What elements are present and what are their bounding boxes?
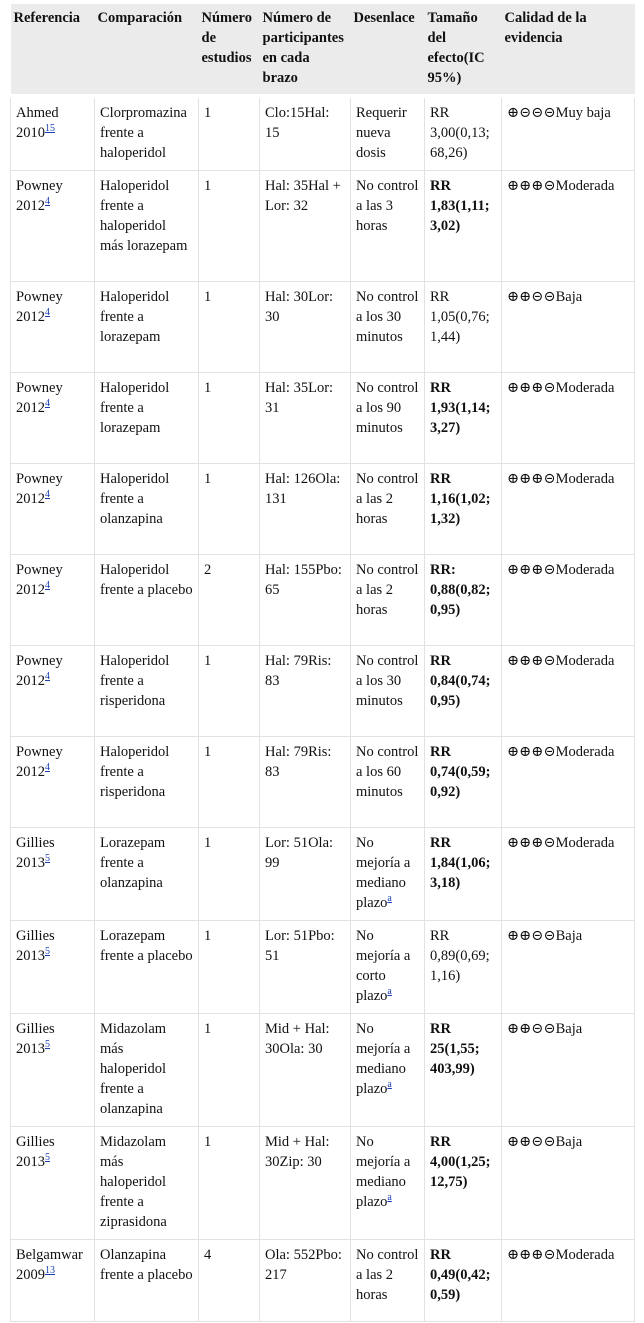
reference-sup [45, 671, 50, 682]
cell-referencia [11, 828, 95, 921]
cell-comparacion [95, 464, 199, 555]
cell-tamano-efecto-text: RR 0,89(0,69; 1,16) [430, 928, 490, 984]
cell-participantes [260, 646, 351, 737]
cell-participantes-text: Lor: 51Pbo: 51 [265, 928, 335, 964]
reference-link[interactable]: 15 [45, 123, 55, 135]
cell-calidad-text: ⊕⊕⊝⊝Baja [507, 928, 583, 944]
cell-desenlace-text: No mejoría a corto plazo [356, 928, 411, 1004]
cell-tamano-efecto [425, 1240, 502, 1322]
header-referencia: Referencia [11, 4, 95, 96]
cell-comparacion [95, 373, 199, 464]
cell-numero-estudios [199, 555, 260, 646]
reference-sup [45, 853, 50, 864]
table-row [11, 828, 635, 921]
cell-comparacion [95, 171, 199, 282]
cell-participantes [260, 1127, 351, 1240]
cell-participantes [260, 921, 351, 1014]
cell-tamano-efecto-text: RR 25(1,55; 403,99) [430, 1021, 480, 1077]
cell-calidad [502, 464, 635, 555]
cell-tamano-efecto [425, 464, 502, 555]
cell-referencia [11, 646, 95, 737]
cell-numero-estudios [199, 737, 260, 828]
cell-numero-estudios-text: 1 [204, 289, 212, 305]
reference-link[interactable]: 13 [45, 1265, 55, 1277]
header-tamano-efecto: Tamaño del efecto(IC 95%) [425, 4, 502, 96]
cell-desenlace [351, 1240, 425, 1322]
cell-calidad [502, 1014, 635, 1127]
reference-link[interactable]: 4 [45, 489, 50, 501]
table-row [11, 464, 635, 555]
cell-calidad-text: ⊕⊕⊕⊝Moderada [507, 1247, 615, 1263]
cell-calidad [502, 921, 635, 1014]
cell-comparacion-text: Haloperidol frente a risperidona [100, 653, 170, 709]
cell-referencia [11, 171, 95, 282]
cell-referencia-text: Gillies 2013 [16, 1021, 55, 1057]
table-row [11, 646, 635, 737]
evidence-table [10, 4, 635, 1322]
cell-comparacion-text: Clorpromazina frente a haloperidol [100, 105, 187, 161]
cell-desenlace-text: Requerir nueva dosis [356, 105, 407, 161]
cell-comparacion [95, 921, 199, 1014]
reference-sup [45, 398, 50, 409]
cell-comparacion-text: Haloperidol frente a haloperidol más lorazepam [100, 178, 188, 254]
table-row [11, 1014, 635, 1127]
cell-desenlace [351, 171, 425, 282]
header-calidad: Calidad de la evidencia [502, 4, 635, 96]
cell-numero-estudios-text: 1 [204, 835, 212, 851]
cell-referencia [11, 737, 95, 828]
cell-calidad-text: ⊕⊕⊕⊝Moderada [507, 653, 615, 669]
reference-sup [45, 1152, 50, 1163]
table-row [11, 373, 635, 464]
cell-tamano-efecto-text: RR 0,84(0,74; 0,95) [430, 653, 491, 709]
cell-desenlace-text: No control a los 90 minutos [356, 380, 419, 436]
cell-numero-estudios-text: 1 [204, 380, 212, 396]
cell-participantes-text: Hal: 30Lor: 30 [265, 289, 334, 325]
cell-comparacion [95, 282, 199, 373]
cell-referencia-text: Belgamwar 2009 [16, 1247, 83, 1283]
cell-numero-estudios [199, 1240, 260, 1322]
header-comparacion: Comparación [95, 4, 199, 96]
cell-desenlace [351, 646, 425, 737]
reference-sup [45, 580, 50, 591]
cell-comparacion-text: Haloperidol frente a risperidona [100, 744, 170, 800]
cell-participantes [260, 737, 351, 828]
cell-referencia [11, 373, 95, 464]
cell-calidad [502, 555, 635, 646]
cell-tamano-efecto [425, 1127, 502, 1240]
cell-numero-estudios [199, 464, 260, 555]
reference-sup [45, 946, 50, 957]
cell-calidad-text: ⊕⊕⊕⊝Moderada [507, 178, 615, 194]
reference-sup [387, 986, 391, 997]
cell-desenlace-text: No mejoría a mediano plazo [356, 1021, 411, 1097]
cell-desenlace [351, 828, 425, 921]
cell-tamano-efecto [425, 828, 502, 921]
cell-tamano-efecto-text: RR 1,93(1,14; 3,27) [430, 380, 491, 436]
cell-comparacion [95, 555, 199, 646]
cell-tamano-efecto [425, 96, 502, 171]
cell-numero-estudios-text: 2 [204, 562, 212, 578]
cell-participantes [260, 1014, 351, 1127]
cell-desenlace-text: No control a las 3 horas [356, 178, 419, 234]
cell-desenlace [351, 921, 425, 1014]
reference-link[interactable]: a [387, 893, 392, 905]
reference-link[interactable]: 5 [45, 946, 50, 958]
cell-participantes-text: Mid + Hal: 30Ola: 30 [265, 1021, 330, 1057]
cell-participantes-text: Ola: 552Pbo: 217 [265, 1247, 342, 1283]
reference-sup [45, 196, 50, 207]
reference-link[interactable]: a [387, 1079, 392, 1091]
cell-participantes-text: Clo:15Hal: 15 [265, 105, 330, 141]
cell-calidad [502, 282, 635, 373]
cell-desenlace [351, 1127, 425, 1240]
cell-referencia-text: Powney 2012 [16, 289, 63, 325]
cell-desenlace [351, 555, 425, 646]
cell-comparacion-text: Lorazepam frente a placebo [100, 928, 193, 964]
cell-referencia-text: Ahmed 2010 [16, 105, 59, 141]
cell-calidad [502, 96, 635, 171]
cell-comparacion-text: Midazolam más haloperidol frente a olanzapina [100, 1021, 167, 1117]
cell-numero-estudios [199, 282, 260, 373]
cell-calidad [502, 828, 635, 921]
cell-comparacion [95, 1240, 199, 1322]
cell-desenlace [351, 464, 425, 555]
cell-referencia [11, 464, 95, 555]
cell-numero-estudios [199, 828, 260, 921]
cell-tamano-efecto [425, 373, 502, 464]
cell-participantes-text: Hal: 79Ris: 83 [265, 653, 332, 689]
cell-calidad [502, 646, 635, 737]
cell-referencia-text: Gillies 2013 [16, 1134, 55, 1170]
cell-numero-estudios [199, 373, 260, 464]
cell-referencia [11, 282, 95, 373]
cell-participantes [260, 282, 351, 373]
cell-comparacion [95, 737, 199, 828]
cell-participantes [260, 373, 351, 464]
cell-comparacion-text: Olanzapina frente a placebo [100, 1247, 193, 1283]
cell-referencia-text: Powney 2012 [16, 744, 63, 780]
cell-tamano-efecto [425, 171, 502, 282]
cell-numero-estudios [199, 1014, 260, 1127]
cell-numero-estudios-text: 1 [204, 1021, 212, 1037]
cell-tamano-efecto [425, 921, 502, 1014]
cell-numero-estudios-text: 4 [204, 1247, 212, 1263]
cell-referencia [11, 555, 95, 646]
cell-calidad-text: ⊕⊕⊕⊝Moderada [507, 562, 615, 578]
cell-calidad-text: ⊕⊕⊕⊝Moderada [507, 744, 615, 760]
cell-referencia-text: Powney 2012 [16, 562, 63, 598]
cell-referencia-text: Powney 2012 [16, 380, 63, 416]
cell-calidad-text: ⊕⊕⊝⊝Baja [507, 1134, 583, 1150]
table-row [11, 1240, 635, 1322]
cell-tamano-efecto [425, 737, 502, 828]
reference-link[interactable]: 5 [45, 1039, 50, 1051]
cell-referencia [11, 1127, 95, 1240]
cell-tamano-efecto [425, 282, 502, 373]
cell-tamano-efecto-text: RR 0,49(0,42; 0,59) [430, 1247, 491, 1303]
reference-link[interactable]: 4 [45, 580, 50, 592]
cell-desenlace-text: No control a los 30 minutos [356, 653, 419, 709]
reference-link[interactable]: a [387, 1192, 392, 1204]
cell-numero-estudios-text: 1 [204, 105, 212, 121]
cell-participantes-text: Hal: 79Ris: 83 [265, 744, 332, 780]
reference-sup [387, 1192, 391, 1203]
cell-comparacion-text: Haloperidol frente a lorazepam [100, 380, 170, 436]
cell-desenlace-text: No mejoría a mediano plazo [356, 835, 411, 911]
cell-referencia [11, 1240, 95, 1322]
header-numero-estudios: Número de estudios [199, 4, 260, 96]
reference-sup [387, 1079, 391, 1090]
cell-numero-estudios-text: 1 [204, 653, 212, 669]
cell-participantes-text: Hal: 126Ola: 131 [265, 471, 341, 507]
reference-sup [45, 1265, 55, 1276]
reference-link[interactable]: 5 [45, 853, 50, 865]
header-desenlace: Desenlace [351, 4, 425, 96]
cell-participantes-text: Hal: 35Hal + Lor: 32 [265, 178, 341, 214]
reference-link[interactable]: 4 [45, 671, 50, 683]
table-row [11, 737, 635, 828]
cell-desenlace [351, 96, 425, 171]
cell-tamano-efecto-text: RR 1,83(1,11; 3,02) [430, 178, 490, 234]
cell-comparacion-text: Haloperidol frente a lorazepam [100, 289, 170, 345]
cell-tamano-efecto [425, 646, 502, 737]
reference-link[interactable]: 4 [45, 307, 50, 319]
cell-participantes-text: Hal: 155Pbo: 65 [265, 562, 342, 598]
cell-tamano-efecto-text: RR 1,16(1,02; 1,32) [430, 471, 491, 527]
cell-calidad [502, 171, 635, 282]
reference-link[interactable]: 5 [45, 1152, 50, 1164]
cell-desenlace-text: No mejoría a mediano plazo [356, 1134, 411, 1210]
cell-numero-estudios-text: 1 [204, 178, 212, 194]
cell-calidad [502, 1240, 635, 1322]
table-row [11, 282, 635, 373]
cell-calidad [502, 737, 635, 828]
cell-desenlace-text: No control a las 2 horas [356, 562, 419, 618]
cell-numero-estudios [199, 96, 260, 171]
cell-calidad-text: ⊕⊕⊕⊝Moderada [507, 471, 615, 487]
cell-comparacion [95, 828, 199, 921]
cell-participantes [260, 464, 351, 555]
cell-desenlace [351, 737, 425, 828]
cell-referencia-text: Powney 2012 [16, 471, 63, 507]
table-row [11, 96, 635, 171]
cell-numero-estudios-text: 1 [204, 1134, 212, 1150]
cell-referencia [11, 1014, 95, 1127]
cell-desenlace-text: No control a las 2 horas [356, 471, 419, 527]
cell-participantes [260, 1240, 351, 1322]
cell-comparacion [95, 1014, 199, 1127]
cell-tamano-efecto-text: RR: 0,88(0,82; 0,95) [430, 562, 491, 618]
cell-calidad-text: ⊕⊕⊕⊝Moderada [507, 835, 615, 851]
table-row [11, 171, 635, 282]
cell-numero-estudios [199, 1127, 260, 1240]
cell-tamano-efecto [425, 1014, 502, 1127]
cell-calidad [502, 373, 635, 464]
cell-comparacion [95, 646, 199, 737]
cell-desenlace [351, 1014, 425, 1127]
cell-participantes-text: Hal: 35Lor: 31 [265, 380, 334, 416]
reference-sup [45, 762, 50, 773]
cell-referencia-text: Powney 2012 [16, 178, 63, 214]
table-row [11, 555, 635, 646]
table-row [11, 1127, 635, 1240]
cell-numero-estudios-text: 1 [204, 471, 212, 487]
cell-referencia [11, 921, 95, 1014]
cell-calidad-text: ⊕⊕⊝⊝Baja [507, 289, 583, 305]
cell-calidad [502, 1127, 635, 1240]
cell-numero-estudios [199, 646, 260, 737]
cell-numero-estudios [199, 171, 260, 282]
cell-participantes [260, 171, 351, 282]
reference-link[interactable]: a [387, 986, 392, 998]
cell-numero-estudios-text: 1 [204, 928, 212, 944]
cell-participantes-text: Lor: 51Ola: 99 [265, 835, 334, 871]
cell-calidad-text: ⊕⊕⊕⊝Moderada [507, 380, 615, 396]
cell-tamano-efecto [425, 555, 502, 646]
cell-referencia-text: Gillies 2013 [16, 928, 55, 964]
cell-referencia [11, 96, 95, 171]
cell-numero-estudios-text: 1 [204, 744, 212, 760]
cell-comparacion-text: Midazolam más haloperidol frente a ziprasidona [100, 1134, 167, 1230]
header-participantes: Número de participantes en cada brazo [260, 4, 351, 96]
cell-participantes [260, 96, 351, 171]
cell-desenlace-text: No control a los 30 minutos [356, 289, 419, 345]
cell-tamano-efecto-text: RR 0,74(0,59; 0,92) [430, 744, 491, 800]
reference-sup [45, 123, 55, 134]
table-row [11, 921, 635, 1014]
cell-numero-estudios [199, 921, 260, 1014]
cell-comparacion-text: Lorazepam frente a olanzapina [100, 835, 166, 891]
cell-comparacion [95, 96, 199, 171]
reference-sup [45, 1039, 50, 1050]
cell-desenlace-text: No control a las 2 horas [356, 1247, 419, 1303]
reference-link[interactable]: 4 [45, 762, 50, 774]
cell-referencia-text: Powney 2012 [16, 653, 63, 689]
cell-calidad-text: ⊕⊝⊝⊝Muy baja [507, 105, 611, 121]
cell-desenlace-text: No control a los 60 minutos [356, 744, 419, 800]
cell-tamano-efecto-text: RR 3,00(0,13; 68,26) [430, 105, 490, 161]
cell-participantes-text: Mid + Hal: 30Zip: 30 [265, 1134, 330, 1170]
cell-comparacion-text: Haloperidol frente a olanzapina [100, 471, 170, 527]
cell-comparacion-text: Haloperidol frente a placebo [100, 562, 193, 598]
reference-sup [387, 893, 391, 904]
cell-desenlace [351, 282, 425, 373]
reference-link[interactable]: 4 [45, 196, 50, 208]
cell-participantes [260, 555, 351, 646]
cell-desenlace [351, 373, 425, 464]
reference-link[interactable]: 4 [45, 398, 50, 410]
reference-sup [45, 307, 50, 318]
header-row [11, 4, 635, 96]
cell-calidad-text: ⊕⊕⊝⊝Baja [507, 1021, 583, 1037]
cell-referencia-text: Gillies 2013 [16, 835, 55, 871]
cell-comparacion [95, 1127, 199, 1240]
cell-tamano-efecto-text: RR 1,05(0,76; 1,44) [430, 289, 490, 345]
cell-tamano-efecto-text: RR 4,00(1,25; 12,75) [430, 1134, 491, 1190]
reference-sup [45, 489, 50, 500]
cell-participantes [260, 828, 351, 921]
cell-tamano-efecto-text: RR 1,84(1,06; 3,18) [430, 835, 491, 891]
